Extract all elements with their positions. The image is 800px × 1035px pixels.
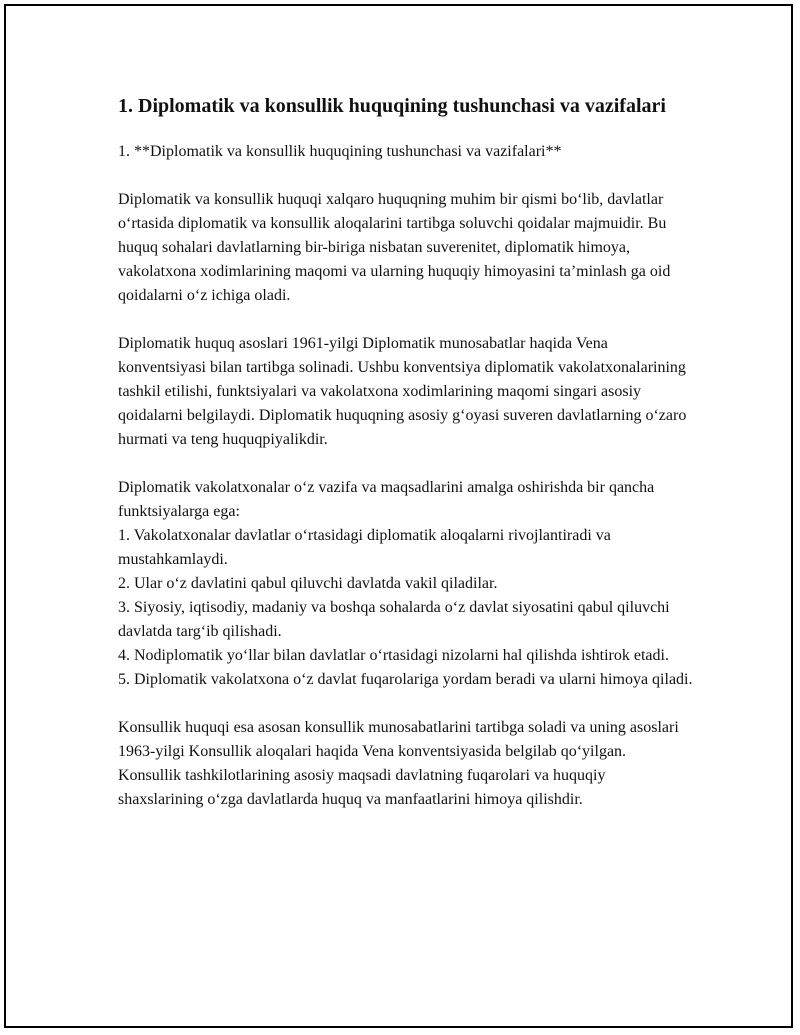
list-item: 5. Diplomatik vakolatxona oʻz davlat fuqarolariga yordam beradi va ularni himoya qiladi.: [118, 671, 693, 688]
document-subtitle: 1. **Diplomatik va konsullik huquqining tushunchasi va vazifalari**: [118, 143, 562, 160]
list-item: 2. Ular oʻz davlatini qabul qiluvchi davlatda vakil qiladilar.: [118, 575, 498, 592]
paragraph-intro: Diplomatik va konsullik huquqi xalqaro huquqning muhim bir qismi boʻlib, davlatlar oʻrtasida diplomatik va konsullik aloqalarini tartibga soluvchi qoidalar majmuidir. Bu huquq sohalari davlatlarning bir-biriga nisbatan suverenitet, diplomatik himoya, vakolatxona xodimlarining maqomi va ularning huquqiy himoyasini taʼminlash ga oid qoidalarni oʻz ichiga oladi.: [118, 191, 671, 304]
list-item: 4. Nodiplomatik yoʻllar bilan davlatlar oʻrtasidagi nizolarni hal qilishda ishtirok etadi.: [118, 647, 669, 664]
paragraph-vienna-1961: Diplomatik huquq asoslari 1961-yilgi Diplomatik munosabatlar haqida Vena konventsiyasi bilan tartibga solinadi. Ushbu konventsiya diplomatik vakolatxonalarining tashkil etilishi, funktsiyalari va vakolatxona xodimlarining maqomi singari asosiy qoidalarni belgilaydi. Diplomatik huquqning asosiy gʻoyasi suveren davlatlarning oʻzaro hurmati va teng huquqpiyalikdir.: [118, 335, 687, 448]
list-item: 3. Siyosiy, iqtisodiy, madaniy va boshqa sohalarda oʻz davlat siyosatini qabul qiluvchi davlatda targʻib qilishadi.: [118, 599, 670, 640]
list-item: 1. Vakolatxonalar davlatlar oʻrtasidagi diplomatik aloqalarni rivojlantiradi va mustahkamlaydi.: [118, 527, 611, 568]
functions-intro: Diplomatik vakolatxonalar oʻz vazifa va maqsadlarini amalga oshirishda bir qancha funktsiyalarga ega:: [118, 479, 655, 520]
paragraph-consular-law: Konsullik huquqi esa asosan konsullik munosabatlarini tartibga soladi va uning asoslari 1963-yilgi Konsullik aloqalari haqida Vena konventsiyasida belgilab qoʻyilgan. Konsullik tashkilotlarining asosiy maqsadi davlatning fuqarolari va huquqiy shaxslarining oʻzga davlatlarda huquq va manfaatlarini himoya qilishdir.: [118, 719, 679, 808]
document-body: [118, 92, 693, 812]
functions-list: [118, 524, 693, 692]
document-title: 1. Diplomatik va konsullik huquqining tushunchasi va vazifalari: [118, 95, 666, 117]
functions-section: [118, 476, 693, 692]
